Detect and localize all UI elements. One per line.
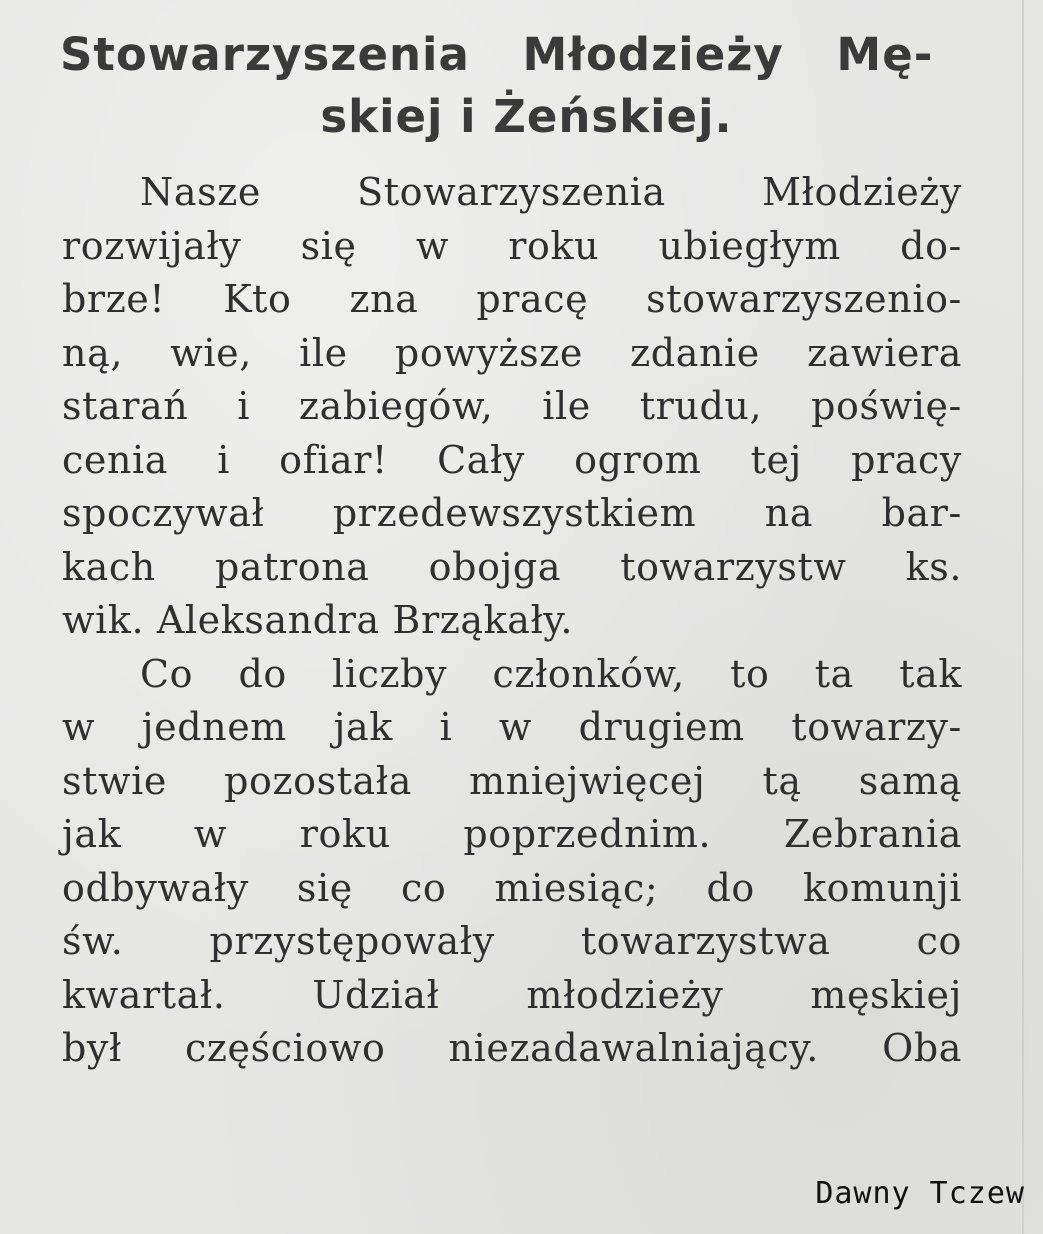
body-line: jak w roku poprzednim. Zebrania — [62, 812, 962, 856]
body-line: Co do liczby członków, to ta tak — [140, 651, 962, 696]
article-body — [62, 166, 962, 1076]
body-line: starań i zabiegów, ile trudu, poświę- — [62, 384, 962, 428]
body-line: kwartał. Udział młodzieży męskiej — [62, 972, 962, 1017]
body-line: Nasze Stowarzyszenia Młodzieży — [140, 170, 962, 214]
body-line: odbywały się co miesiąc; do komunji — [62, 865, 962, 910]
body-line: spoczywał przedewszystkiem na bar- — [62, 491, 962, 535]
body-line: w jednem jak i w drugiem towarzy- — [62, 705, 962, 749]
article-heading-line-1: Stowarzyszenia Młodzieży Mę- — [60, 28, 934, 81]
body-line: był częściowo niezadawalniający. Oba — [62, 1026, 962, 1070]
body-line: rozwijały się w roku ubiegłym do- — [62, 223, 962, 268]
article-heading-line-2: skiej i Żeńskiej. — [320, 90, 733, 143]
body-line: stwie pozostała mniejwięcej tą samą — [62, 758, 962, 803]
body-line: cenia i ofiar! Cały ogrom tej pracy — [62, 437, 962, 482]
body-line: św. przystępowały towarzystwa co — [62, 919, 962, 963]
body-line: wik. Aleksandra Brząkały. — [62, 598, 574, 642]
body-line: ną, wie, ile powyższe zdanie zawiera — [62, 330, 962, 375]
watermark: Dawny Tczew — [815, 1176, 1025, 1211]
body-line: kach patrona obojga towarzystw ks. — [62, 544, 962, 589]
body-line: brze! Kto zna pracę stowarzyszenio- — [62, 277, 962, 321]
